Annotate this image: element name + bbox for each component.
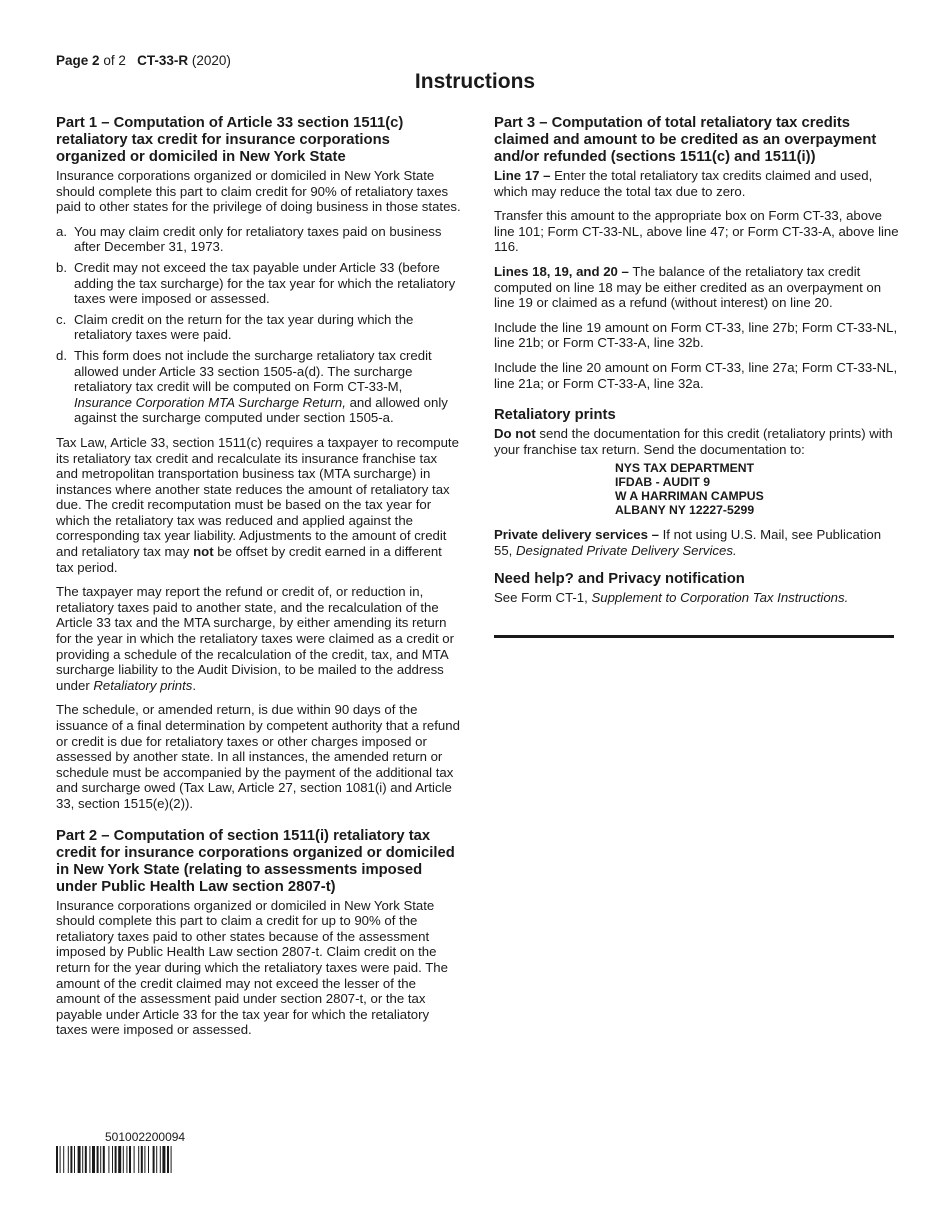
retaliatory-prints-heading: Retaliatory prints [494,407,616,424]
part2-heading: Part 2 – Computation of section 1511(i) retaliatory tax credit for insurance corporations organized or domiciled in New York State (relating to assessments imposed under Public Health Law section 2807-t) [56,827,455,895]
part1-recompute-paragraph: Tax Law, Article 33, section 1511(c) requires a taxpayer to recompute its retaliatory tax credit and recalculate its insurance franchise tax and metropolitan transportation business tax (MTA surcharge) in instances where another state reduces the amount of retaliatory tax due. The credit recomputation must be based on the tax year for which the retaliatory tax was reduced and applied against the corresponding tax year liability. Adjustments to the amount of credit and retaliatory tax may not be offset by credit earned in a different tax period. [56,434,459,575]
address-line: IFDAB - AUDIT 9 [615,475,711,490]
list-item: d. This form does not include the surcharge retaliatory tax credit allowed under Article 33 section 1505-a(d). The surcharge retaliatory tax credit will be computed on Form CT-33-M, Insurance Corporation MTA Surcharge Return, and allowed only against the surcharge computed under section 1505-a. [56,347,448,426]
part1-heading: Part 1 – Computation of Article 33 section 1511(c) retaliatory tax credit for insurance corporations organized or domiciled in New York State [56,115,404,165]
right-column [494,115,899,614]
barcode-icon [56,1146,238,1173]
left-column [56,115,461,1047]
part3-heading: Part 3 – Computation of total retaliatory tax credits claimed and amount to be credited as an overpayment and/or refunded (sections 1511(c) and 1511(i)) [494,115,877,165]
help-section [494,571,899,606]
section-divider [494,635,894,638]
form-code: CT-33-R [137,53,189,68]
address-line: ALBANY NY 12227-5299 [615,503,755,518]
part1-list [56,224,461,426]
list-item: b. Credit may not exceed the tax payable under Article 33 (before adding the tax surcharge) for the tax year for which the retaliatory taxes were imposed or assessed. [56,259,456,307]
retaliatory-prints-section [494,407,899,558]
line20-paragraph: Include the line 20 amount on Form CT-33, line 27a; Form CT-33-NL, line 21a; or Form CT-33-A, line 32a. [494,359,898,391]
line19-paragraph: Include the line 19 amount on Form CT-33, line 27b; Form CT-33-NL, line 21b; or Form CT-33-A, line 32b. [494,319,898,351]
page-header [56,53,231,68]
page-number: 2 [92,53,100,68]
part1-schedule-paragraph: The schedule, or amended return, is due within 90 days of the issuance of a final determination by competent authority that a refund or credit is due for retaliatory taxes or other charges imposed or assessed by another state. In all instances, the amended return or schedule must be accompanied by the payment of the additional tax and surcharge owed (Tax Law, Article 27, section 1081(i) and Article 33, section 1515(e)(2)). [56,702,460,811]
mailing-address [615,461,899,517]
page-word: Page [56,53,89,68]
form-year: (2020) [191,53,231,68]
private-delivery-paragraph: Private delivery services – If not using U.S. Mail, see Publication 55, Designated Private Delivery Services. [494,527,882,558]
page-title: Instructions [414,70,536,93]
address-line: W A HARRIMAN CAMPUS [615,489,764,504]
lines18-20-paragraph: Lines 18, 19, and 20 – The balance of the retaliatory tax credit computed on line 18 may be either credited as an overpayment on line 19 or claimed as a refund (without interest) on line 20. [494,263,882,311]
part2-body: Insurance corporations organized or domiciled in New York State should complete this part to claim a credit for up to 90% of the retaliatory taxes paid to other states because of the assessment imposed by Public Health Law section 2807-t. Claim credit on the return for the year during which the retaliatory taxes were paid. The amount of the credit claimed may not exceed the lesser of the amount of the assessment paid under section 2807-t, or the tax payable under Article 33 for the tax year for which the retaliatory taxes were imposed or assessed. [56,897,448,1038]
page-of: of 2 [103,53,126,68]
retaliatory-prints-text: Do not send the documentation for this credit (retaliatory prints) with your franchise tax return. Send the documentation to: [494,426,893,457]
part2-section [56,828,461,1038]
transfer-paragraph: Transfer this amount to the appropriate box on Form CT-33, above line 101; Form CT-33-NL, above line 47; or Form CT-33-A, above line 116. [494,208,899,255]
part3-section [494,115,899,391]
barcode-number: 501002200094 [105,1130,186,1144]
line17-paragraph: Line 17 – Enter the total retaliatory tax credits claimed and used, which may reduce the total tax due to zero. [494,168,873,199]
list-item: a. You may claim credit only for retaliatory taxes paid on business after December 31, 1973. [56,223,442,255]
part1-section [56,115,461,812]
address-line: NYS TAX DEPARTMENT [615,461,755,476]
help-text: See Form CT-1, Supplement to Corporation Tax Instructions. [494,589,849,605]
list-item: c. Claim credit on the return for the tax year during which the retaliatory taxes were paid. [56,311,414,343]
part1-report-paragraph: The taxpayer may report the refund or credit of, or reduction in, retaliatory taxes paid to another state, and the recalculation of the Article 33 tax and the MTA surcharge, by either amending its return for the year in which the retaliatory taxes were claimed as a credit or providing a schedule of the recalculation of the credit, tax, and MTA surcharge liability to the Audit Division, to be mailed to the address under Retaliatory prints. [56,584,455,693]
help-heading: Need help? and Privacy notification [494,570,745,587]
part1-intro: Insurance corporations organized or domiciled in New York State should complete this part to claim credit for 90% of retaliatory taxes paid to other states for the privilege of doing business in those states. [56,168,461,215]
